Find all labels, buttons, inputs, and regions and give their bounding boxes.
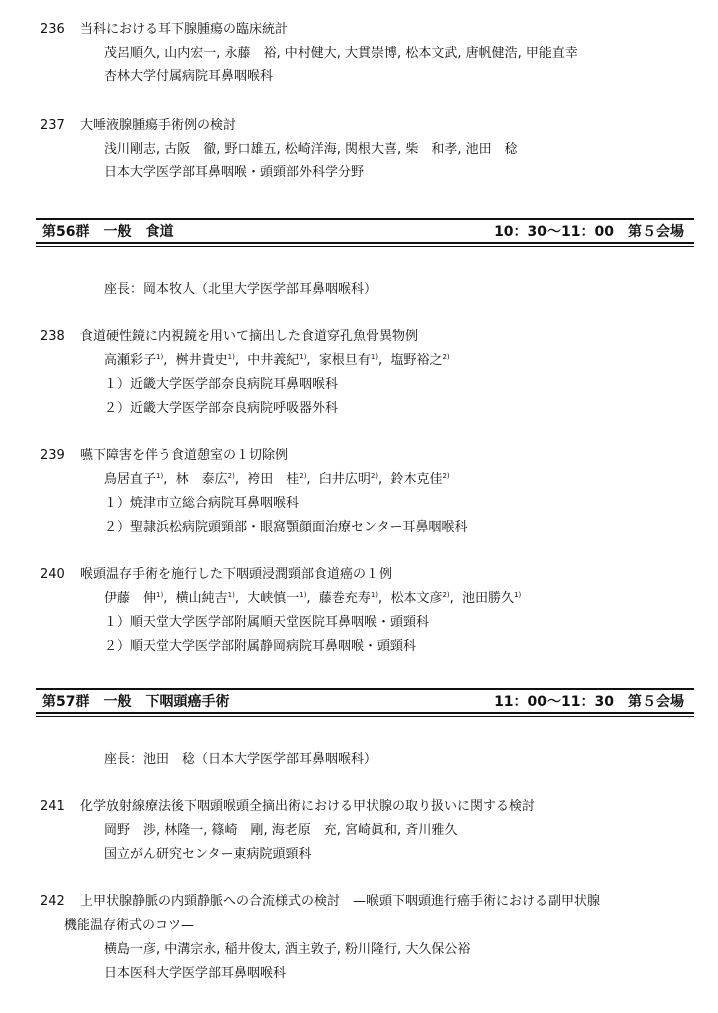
entry-authors: 伊藤 伸$^{1)}$, 横山純吉$^{1)}$, 大峡慎一$^{1)}$, 藤巻充寿$^{1)}$, 松本文彦$^{2)}$, 池田勝久$^{1)}$	[104, 591, 522, 606]
entry-affiliation: 杏林大学付属病院耳鼻咽喉科	[104, 69, 274, 84]
author: 臼井広明$^{2)}$	[318, 472, 379, 487]
entry-number: 241	[40, 799, 65, 814]
author: 大峡慎一$^{1)}$	[247, 591, 307, 606]
entry-title: 喉頭温存手術を施行した下咽頭浸潤頸部食道癌の１例	[80, 567, 393, 582]
entry-affiliation: ２）順天堂大学医学部附属静岡病院耳鼻咽喉・頭頸科	[104, 639, 417, 654]
session-title: 第57群 一般 下咽頭癌手術	[42, 694, 230, 710]
entry-number: 236	[40, 22, 65, 37]
entry-affiliation: 日本大学医学部耳鼻咽喉・頭頸部外科学分野	[104, 165, 365, 180]
entry-authors: 横島一彦, 中溝宗永, 稲井俊太, 酒主敦子, 粉川隆行, 大久保公裕	[104, 942, 471, 957]
entry-title: 当科における耳下腺腫瘍の臨床統計	[80, 22, 289, 37]
entry-authors: 岡野 渉, 林隆一, 篠崎 剛, 海老原 充, 宮崎眞和, 斉川雅久	[104, 823, 458, 838]
author: 鳥居直子$^{1)}$	[104, 472, 164, 487]
session-chair: 座長：池田 稔（日本大学医学部耳鼻咽喉科）	[104, 752, 378, 767]
entry-title: 大唾液腺腫瘍手術例の検討	[80, 118, 237, 133]
author: 横山純吉$^{1)}$	[175, 591, 235, 606]
session-title: 第56群 一般 食道	[42, 224, 174, 240]
entry-title: 嚥下障害を伴う食道憩室の１切除例	[80, 448, 289, 463]
entry-number: 242	[40, 894, 65, 909]
entry-affiliation: １）焼津市立総合病院耳鼻咽喉科	[104, 496, 300, 511]
session-time-room: 10：30〜11：00 第５会場	[494, 224, 684, 240]
author: 中井義紀$^{1)}$	[247, 353, 307, 368]
entry-title: 食道硬性鏡に内視鏡を用いて摘出した食道穿孔魚骨異物例	[80, 329, 419, 344]
author: 林 泰広$^{2)}$	[175, 472, 235, 487]
entry-authors: 茂呂順久, 山内宏一, 永藤 裕, 中村健大, 大貫崇博, 松本文武, 唐帆健浩, 甲能直幸	[104, 46, 578, 61]
entry-title-continuation: 機能温存術式のコツ—	[64, 918, 195, 933]
entry-affiliation: 国立がん研究センター東病院頭頸科	[104, 847, 312, 862]
author: 鈴木克佳$^{2)}$	[390, 472, 450, 487]
author: 高瀬彩子$^{1)}$	[104, 353, 164, 368]
entry-number: 239	[40, 448, 65, 463]
author: 池田勝久$^{1)}$	[462, 591, 522, 606]
session-header-group56	[36, 218, 694, 244]
entry-authors: 鳥居直子$^{1)}$, 林 泰広$^{2)}$, 袴田 桂$^{2)}$, 臼井広明$^{2)}$, 鈴木克佳$^{2)}$	[104, 472, 450, 487]
entry-affiliation: ２）聖隷浜松病院頭頸部・眼窩顎顔面治療センター耳鼻咽喉科	[104, 520, 468, 535]
entry-title: 上甲状腺静脈の内頸静脈への合流様式の検討 —喉頭下咽頭進行癌手術における副甲状腺	[80, 894, 601, 909]
entry-number: 237	[40, 118, 65, 133]
entry-number: 240	[40, 567, 65, 582]
entry-authors: 浅川剛志, 古阪 徹, 野口雄五, 松崎洋海, 関根大喜, 柴 和孝, 池田 稔	[104, 142, 518, 157]
author: 伊藤 伸$^{1)}$	[104, 591, 164, 606]
entry-affiliation: ２）近畿大学医学部奈良病院呼吸器外科	[104, 401, 339, 416]
session-header-group57	[36, 688, 694, 714]
author: 藤巻充寿$^{1)}$	[318, 591, 379, 606]
entry-affiliation: １）順天堂大学医学部附属順天堂医院耳鼻咽喉・頭頸科	[104, 615, 430, 630]
author: 塩野裕之$^{2)}$	[390, 353, 450, 368]
entry-affiliation: 日本医科大学医学部耳鼻咽喉科	[104, 966, 287, 981]
author: 松本文彦$^{2)}$	[390, 591, 450, 606]
entry-authors: 高瀬彩子$^{1)}$, 桝井貴史$^{1)}$, 中井義紀$^{1)}$, 家根旦有$^{1)}$, 塩野裕之$^{2)}$	[104, 353, 450, 368]
author: 袴田 桂$^{2)}$	[247, 472, 307, 487]
entry-title: 化学放射線療法後下咽頭喉頭全摘出術における甲状腺の取り扱いに関する検討	[80, 799, 536, 814]
entry-number: 238	[40, 329, 65, 344]
author: 家根旦有$^{1)}$	[318, 353, 379, 368]
entry-affiliation: １）近畿大学医学部奈良病院耳鼻咽喉科	[104, 377, 339, 392]
session-time-room: 11：00〜11：30 第５会場	[494, 694, 684, 710]
author: 桝井貴史$^{1)}$	[175, 353, 235, 368]
session-chair: 座長：岡本牧人（北里大学医学部耳鼻咽喉科）	[104, 282, 378, 297]
